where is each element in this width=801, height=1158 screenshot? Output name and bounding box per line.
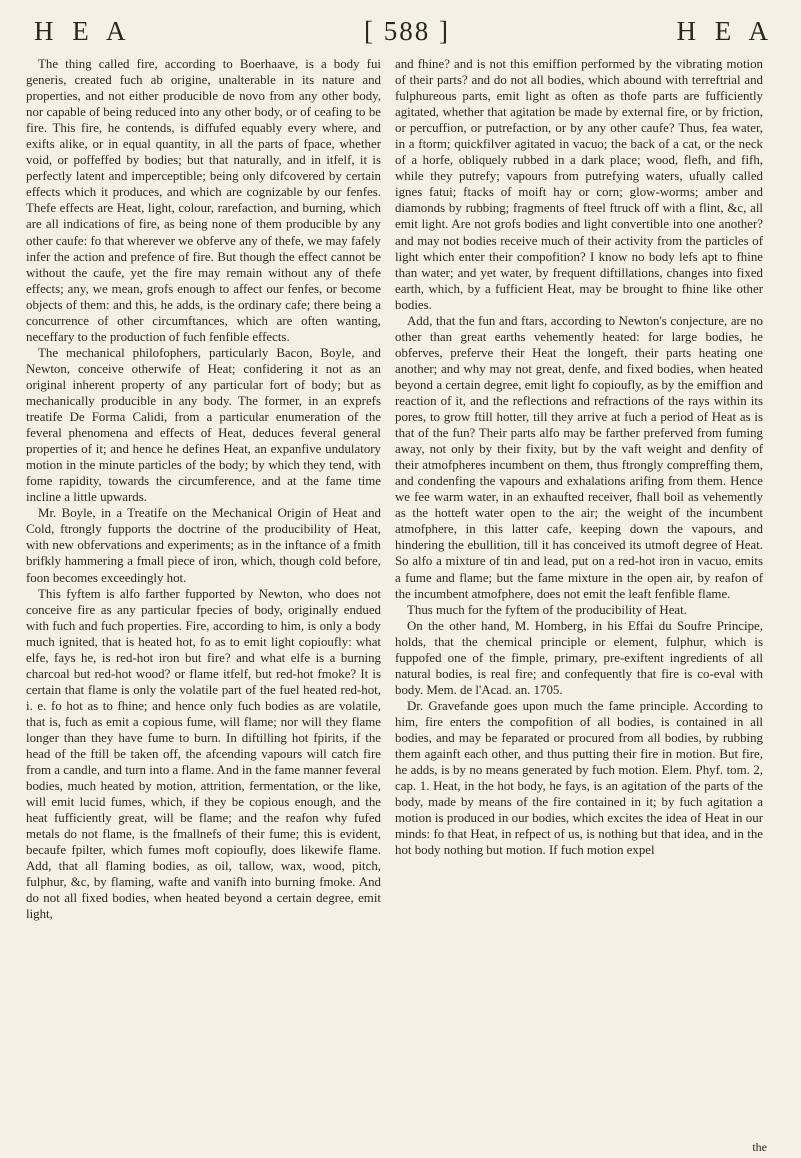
- paragraph: Add, that the fun and ftars, according to Newton's conjecture, are no other than great earths vehemently heated: for large bodies, he obferves, preferve their Heat the longeft, their parts heating one another; and why may not great, denfe, and fixed bodies, when heated beyond a certain degree, emit light fo copioufly, as by the emiffion and reaction of it, and the reflections and refractions of the rays within its pores, to grow ftill hotter, till they arrive at fuch a period of Heat as is that of the fun? Their parts alfo may be farther preferved from fuming away, not only by their fixity, but by the vaft weight and denfity of their atmofpheres incumbent on them, thus ftrongly compreffing them, and condenfing the vapours and exhalations arifing from them. Hence we fee warm water, in an exhaufted receiver, fhall boil as vehemently as the hotteft water open to the air; the weight of the incumbent atmofphere, in this latter cafe, keeping down the vapours, and hindering the ebullition, till it has conceived its utmoft degree of Heat. So alfo a mixture of tin and lead, put on a red-hot iron in vacuo, emits a fume and flame; but the fame mixture in the open air, by reafon of the incumbent atmofphere, does not emit the leaft fenfible flame.: [395, 313, 763, 601]
- paragraph: The thing called fire, according to Boerhaave, is a body fui generis, created fuch ab origine, unalterable in its nature and properties, and not either producible de novo from any other body, nor capable of being reduced into any other body, or of ceafing to be fire. This fire, he contends, is diffufed equably every where, and exifts alike, or in equal quantity, in all the parts of fpace, whether void, or poffeffed by bodies; but that naturally, and in itfelf, it is perfectly latent and imperceptible; being only difcovered by certain effects which it produces, and which are cognizable by our fenfes. Thefe effects are Heat, light, colour, rarefaction, and burning, which are all indications of fire, as being none of them producible by any other caufe: fo that wherever we obferve any of thefe, we may fafely infer the action and prefence of fire. But though the effect cannot be without the caufe, yet the fire may remain without any of thefe effects; any, we mean, grofs enough to affect our fenfes, or become objects of them: and this, he adds, is the ordinary cafe; there being a concurrence of other circumftances, which are often wanting, neceffary to the production of fuch fenfible effects.: [26, 57, 381, 344]
- running-header: [34, 16, 774, 56]
- catchword: the: [752, 1140, 767, 1154]
- right-column: [395, 56, 763, 858]
- paragraph: Thus much for the fyftem of the producibility of Heat.: [407, 602, 687, 617]
- paragraph: This fyftem is alfo farther fupported by Newton, who does not conceive fire as any particular fpecies of body, originally endued with fuch and fuch properties. Fire, according to him, is only a body much ignited, that is heated hot, fo as to emit light copioufly: what elfe, fays he, is red-hot iron but fire? and what elfe is a burning charcoal but red-hot wood? or flame itfelf, but red-hot fmoke? It is certain that flame is only the volatile part of the fuel heated red-hot, i. e. fo hot as to fhine; and hence only fuch bodies as are volatile, that is, fuch as emit a copious fume, will flame; nor will they flame longer than they have fume to burn. In diftilling hot fpirits, if the head of the ftill be taken off, the afcending vapours will catch fire from a candle, and turn into a flame. And in the fame manner feveral bodies, much heated by motion, attrition, fermentation, or the like, will emit lucid fumes, which, if they be copious enough, and the heat fufficiently great, will be flame; and the reafon why fufed metals do not flame, is the fmallnefs of their fume; this is evident, becaufe fpilter, which fumes moft copioufly, does likewife flame. Add, that all flaming bodies, as oil, tallow, wax, wood, pitch, fulphur, &c, by flaming, wafte and vanifh into burning fmoke. And do not all fixed bodies, when heated beyond a certain degree, emit light,: [26, 586, 381, 922]
- left-column: [26, 56, 381, 923]
- paragraph: The mechanical philofophers, particularly Bacon, Boyle, and Newton, conceive otherwife of Heat; confidering it not as an original inherent property of any particular fort of body; but as mechanically producible in any body. The former, in an exprefs treatife De Forma Calidi, from a particular enumeration of the feveral phenomena and effects of Heat, deduces feveral general properties of it; and hence he defines Heat, an expanfive undulatory motion in the minute particles of the body; by which they tend, with fome rapidity, towards the circumference, and at the fame time incline a little upwards.: [26, 345, 381, 505]
- header-left: H E A: [34, 16, 132, 46]
- paragraph: and fhine? and is not this emiffion performed by the vibrating motion of their parts? and do not all bodies, which abound with terreftrial and fulphureous parts, emit light as often as thofe parts are fufficiently agitated, whether that agitation be made by external fire, or by friction, or percuffion, or putrefaction, or by any other caufe? Thus, fea water, in a ftorm; quickfilver agitated in vacuo; the back of a cat, or the neck of a horfe, obliquely rubbed in a dark place; wood, flefh, and fifh, while they putrefy; vapours from putrefying waters, ufually called ignes fatui; ftacks of moift hay or corn; glow-worms; amber and diamonds by rubbing; fragments of fteel ftruck off with a flint, &c, all emit light. Are not grofs bodies and light convertible into one another? and may not bodies receive much of their activity from the particles of light which enter their compofition? I know no body lefs apt to fhine than water; and yet water, by frequent diftillations, changes into fixed earth, which, by a fufficient Heat, may be brought to fhine like other bodies.: [395, 57, 763, 312]
- header-right: H E A: [676, 16, 774, 46]
- paragraph: Mr. Boyle, in a Treatife on the Mechanical Origin of Heat and Cold, ftrongly fupports the doctrine of the producibility of Heat, with new obfervations and experiments; as in the inftance of a fmith brifkly hammering a fmall piece of iron, which, though cold before, foon becomes exceedingly hot.: [26, 506, 381, 585]
- page-number: [ 588 ]: [364, 16, 450, 46]
- paragraph: On the other hand, M. Homberg, in his Effai du Soufre Principe, holds, that the chemical principle or element, fulphur, which is fuppofed one of the fimple, primary, pre-exiftent ingredients of all natural bodies, is real fire; and confequently that fire is co-eval with body. Mem. de l'Acad. an. 1705.: [395, 618, 763, 697]
- paragraph: Dr. Gravefande goes upon much the fame principle. According to him, fire enters the compofition of all bodies, is contained in all bodies, and may be feparated or procured from all bodies, by rubbing them againft each other, and thus putting their fire in motion. But fire, he adds, is by no means generated by fuch motion. Elem. Phyf. tom. 2, cap. 1. Heat, in the hot body, he fays, is an agitation of the parts of the body, made by means of the fire contained in it; by fuch agitation a motion is produced in our bodies, which excites the idea of Heat in our minds: fo that Heat, in refpect of us, is nothing but that idea, and in the hot body nothing but motion. If fuch motion expel: [395, 698, 763, 858]
